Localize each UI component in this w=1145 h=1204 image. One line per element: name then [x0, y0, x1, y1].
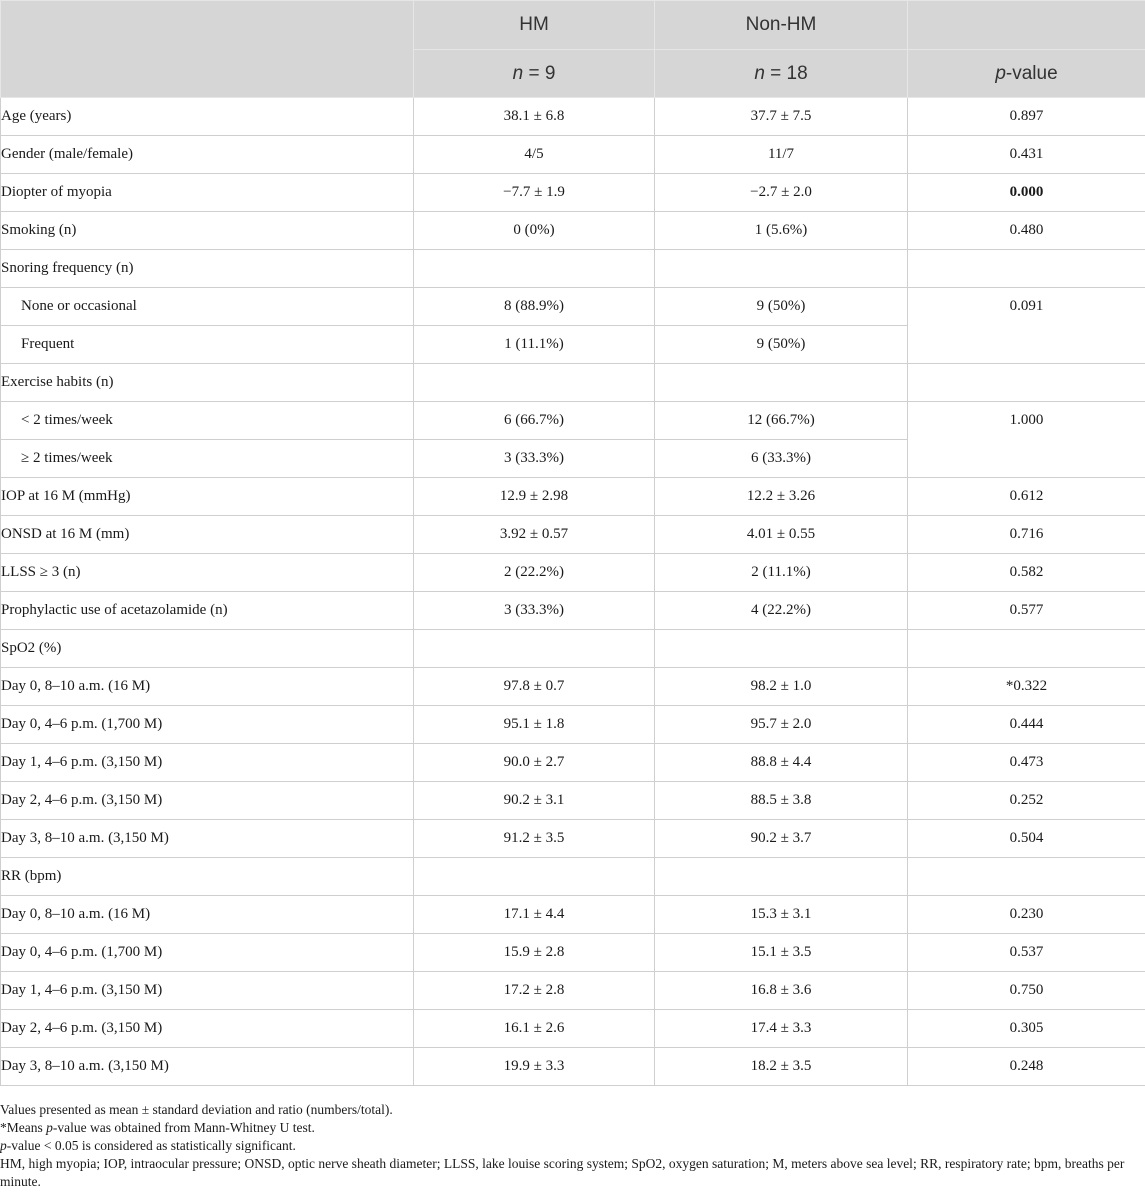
- table-row: [1, 478, 1145, 516]
- header-row-groups: [1, 1, 1145, 50]
- p-value: [908, 364, 1145, 402]
- section-label: Exercise habits (n): [1, 364, 414, 402]
- hm-value: 4/5: [414, 136, 655, 174]
- row-label: Day 2, 4–6 p.m. (3,150 M): [1, 782, 414, 820]
- table-row: [1, 402, 1145, 440]
- header-nonhm: Non-HM: [655, 1, 908, 50]
- table-row: [1, 554, 1145, 592]
- nonhm-value: 88.8 ± 4.4: [655, 744, 908, 782]
- nonhm-value: 9 (50%): [655, 288, 908, 326]
- footnote-mann-whitney: *Means p-value was obtained from Mann-Whitney U test.: [0, 1120, 315, 1135]
- hm-value: [414, 630, 655, 668]
- row-label: < 2 times/week: [1, 402, 414, 440]
- p-value: 0.504: [908, 820, 1145, 858]
- table-row: [1, 782, 1145, 820]
- p-value: [908, 630, 1145, 668]
- p-value: 0.230: [908, 896, 1145, 934]
- table-row: [1, 174, 1145, 212]
- hm-value: [414, 364, 655, 402]
- table-row: [1, 934, 1145, 972]
- hm-value: 3 (33.3%): [414, 592, 655, 630]
- nonhm-value: 12 (66.7%): [655, 402, 908, 440]
- hm-value: 91.2 ± 3.5: [414, 820, 655, 858]
- table-row: [1, 1048, 1145, 1086]
- p-value-significant: 0.000: [908, 174, 1145, 212]
- p-value: 0.582: [908, 554, 1145, 592]
- row-label: Frequent: [1, 326, 414, 364]
- row-label: ≥ 2 times/week: [1, 440, 414, 478]
- p-value: 0.473: [908, 744, 1145, 782]
- hm-value: 3 (33.3%): [414, 440, 655, 478]
- row-label: Day 1, 4–6 p.m. (3,150 M): [1, 972, 414, 1010]
- nonhm-value: 4 (22.2%): [655, 592, 908, 630]
- row-label: Prophylactic use of acetazolamide (n): [1, 592, 414, 630]
- hm-value: 17.2 ± 2.8: [414, 972, 655, 1010]
- hm-value: [414, 858, 655, 896]
- hm-value: 2 (22.2%): [414, 554, 655, 592]
- row-label: Smoking (n): [1, 212, 414, 250]
- row-label: IOP at 16 M (mmHg): [1, 478, 414, 516]
- row-label: Day 3, 8–10 a.m. (3,150 M): [1, 1048, 414, 1086]
- p-value: 0.612: [908, 478, 1145, 516]
- table-row: [1, 1010, 1145, 1048]
- table-row-section: [1, 364, 1145, 402]
- nonhm-value: 17.4 ± 3.3: [655, 1010, 908, 1048]
- section-label: SpO2 (%): [1, 630, 414, 668]
- nonhm-value: 11/7: [655, 136, 908, 174]
- hm-value: 8 (88.9%): [414, 288, 655, 326]
- header-hm: HM: [414, 1, 655, 50]
- nonhm-value: 98.2 ± 1.0: [655, 668, 908, 706]
- table-row: [1, 706, 1145, 744]
- p-value: 0.305: [908, 1010, 1145, 1048]
- hm-value: 3.92 ± 0.57: [414, 516, 655, 554]
- row-label: Day 0, 4–6 p.m. (1,700 M): [1, 706, 414, 744]
- hm-value: 90.2 ± 3.1: [414, 782, 655, 820]
- hm-value: [414, 250, 655, 288]
- p-value: 0.716: [908, 516, 1145, 554]
- footnote-values: Values presented as mean ± standard deviation and ratio (numbers/total).: [0, 1102, 393, 1117]
- row-label: Day 0, 4–6 p.m. (1,700 M): [1, 934, 414, 972]
- table-row: [1, 972, 1145, 1010]
- nonhm-value: 6 (33.3%): [655, 440, 908, 478]
- header-n-hm: n = 9: [414, 50, 655, 98]
- row-label: ONSD at 16 M (mm): [1, 516, 414, 554]
- nonhm-value: −2.7 ± 2.0: [655, 174, 908, 212]
- row-label: None or occasional: [1, 288, 414, 326]
- p-value: [908, 858, 1145, 896]
- nonhm-value: 90.2 ± 3.7: [655, 820, 908, 858]
- row-label: Day 2, 4–6 p.m. (3,150 M): [1, 1010, 414, 1048]
- nonhm-value: 12.2 ± 3.26: [655, 478, 908, 516]
- nonhm-value: 95.7 ± 2.0: [655, 706, 908, 744]
- p-value: 0.537: [908, 934, 1145, 972]
- table-row-section: [1, 250, 1145, 288]
- header-empty-pvalue-top: [908, 1, 1145, 50]
- hm-value: 97.8 ± 0.7: [414, 668, 655, 706]
- nonhm-value: [655, 364, 908, 402]
- table-body: [1, 98, 1145, 1086]
- hm-value: 90.0 ± 2.7: [414, 744, 655, 782]
- hm-value: 15.9 ± 2.8: [414, 934, 655, 972]
- table-row: [1, 668, 1145, 706]
- table-row: [1, 592, 1145, 630]
- hm-value: 38.1 ± 6.8: [414, 98, 655, 136]
- nonhm-value: [655, 858, 908, 896]
- section-label: Snoring frequency (n): [1, 250, 414, 288]
- nonhm-value: 2 (11.1%): [655, 554, 908, 592]
- hm-value: 12.9 ± 2.98: [414, 478, 655, 516]
- nonhm-value: 4.01 ± 0.55: [655, 516, 908, 554]
- p-value: 0.431: [908, 136, 1145, 174]
- row-label: Diopter of myopia: [1, 174, 414, 212]
- p-value: 1.000: [908, 402, 1145, 478]
- row-label: Gender (male/female): [1, 136, 414, 174]
- nonhm-value: 88.5 ± 3.8: [655, 782, 908, 820]
- row-label: Day 1, 4–6 p.m. (3,150 M): [1, 744, 414, 782]
- hm-value: −7.7 ± 1.9: [414, 174, 655, 212]
- hm-value: 16.1 ± 2.6: [414, 1010, 655, 1048]
- table-footnotes: [0, 1101, 1140, 1191]
- row-label: Day 3, 8–10 a.m. (3,150 M): [1, 820, 414, 858]
- nonhm-value: 37.7 ± 7.5: [655, 98, 908, 136]
- table-row: [1, 98, 1145, 136]
- p-value: [908, 250, 1145, 288]
- p-value: 0.248: [908, 1048, 1145, 1086]
- p-value: 0.750: [908, 972, 1145, 1010]
- row-label: Day 0, 8–10 a.m. (16 M): [1, 668, 414, 706]
- section-label: RR (bpm): [1, 858, 414, 896]
- table-header: [1, 1, 1145, 98]
- table-row-section: [1, 630, 1145, 668]
- table-row-section: [1, 858, 1145, 896]
- p-value: 0.577: [908, 592, 1145, 630]
- header-pvalue: p-value: [908, 50, 1145, 98]
- p-value: 0.444: [908, 706, 1145, 744]
- hm-value: 17.1 ± 4.4: [414, 896, 655, 934]
- hm-value: 95.1 ± 1.8: [414, 706, 655, 744]
- p-value: 0.091: [908, 288, 1145, 364]
- table-row: [1, 896, 1145, 934]
- footnote-abbreviations: HM, high myopia; IOP, intraocular pressure; ONSD, optic nerve sheath diameter; LLSS, lake louise scoring system; SpO2, oxygen saturation; M, meters above sea level; RR, respiratory rate; bpm, breaths per minute.: [0, 1156, 1125, 1189]
- header-n-nonhm: n = 18: [655, 50, 908, 98]
- p-value: 0.897: [908, 98, 1145, 136]
- nonhm-value: 9 (50%): [655, 326, 908, 364]
- nonhm-value: 18.2 ± 3.5: [655, 1048, 908, 1086]
- p-value: 0.252: [908, 782, 1145, 820]
- row-label: Age (years): [1, 98, 414, 136]
- hm-value: 1 (11.1%): [414, 326, 655, 364]
- table-row: [1, 136, 1145, 174]
- nonhm-value: 15.3 ± 3.1: [655, 896, 908, 934]
- p-value: 0.480: [908, 212, 1145, 250]
- table-row: [1, 288, 1145, 326]
- row-label: LLSS ≥ 3 (n): [1, 554, 414, 592]
- nonhm-value: [655, 250, 908, 288]
- row-label: Day 0, 8–10 a.m. (16 M): [1, 896, 414, 934]
- table-row: [1, 212, 1145, 250]
- nonhm-value: 15.1 ± 3.5: [655, 934, 908, 972]
- table-row: [1, 516, 1145, 554]
- hm-value: 19.9 ± 3.3: [414, 1048, 655, 1086]
- hm-value: 0 (0%): [414, 212, 655, 250]
- table-row: [1, 744, 1145, 782]
- table-row: [1, 820, 1145, 858]
- hm-value: 6 (66.7%): [414, 402, 655, 440]
- p-value: *0.322: [908, 668, 1145, 706]
- footnote-significance: p-value < 0.05 is considered as statistically significant.: [0, 1138, 296, 1153]
- header-empty-cell: [1, 1, 414, 98]
- nonhm-value: [655, 630, 908, 668]
- nonhm-value: 1 (5.6%): [655, 212, 908, 250]
- nonhm-value: 16.8 ± 3.6: [655, 972, 908, 1010]
